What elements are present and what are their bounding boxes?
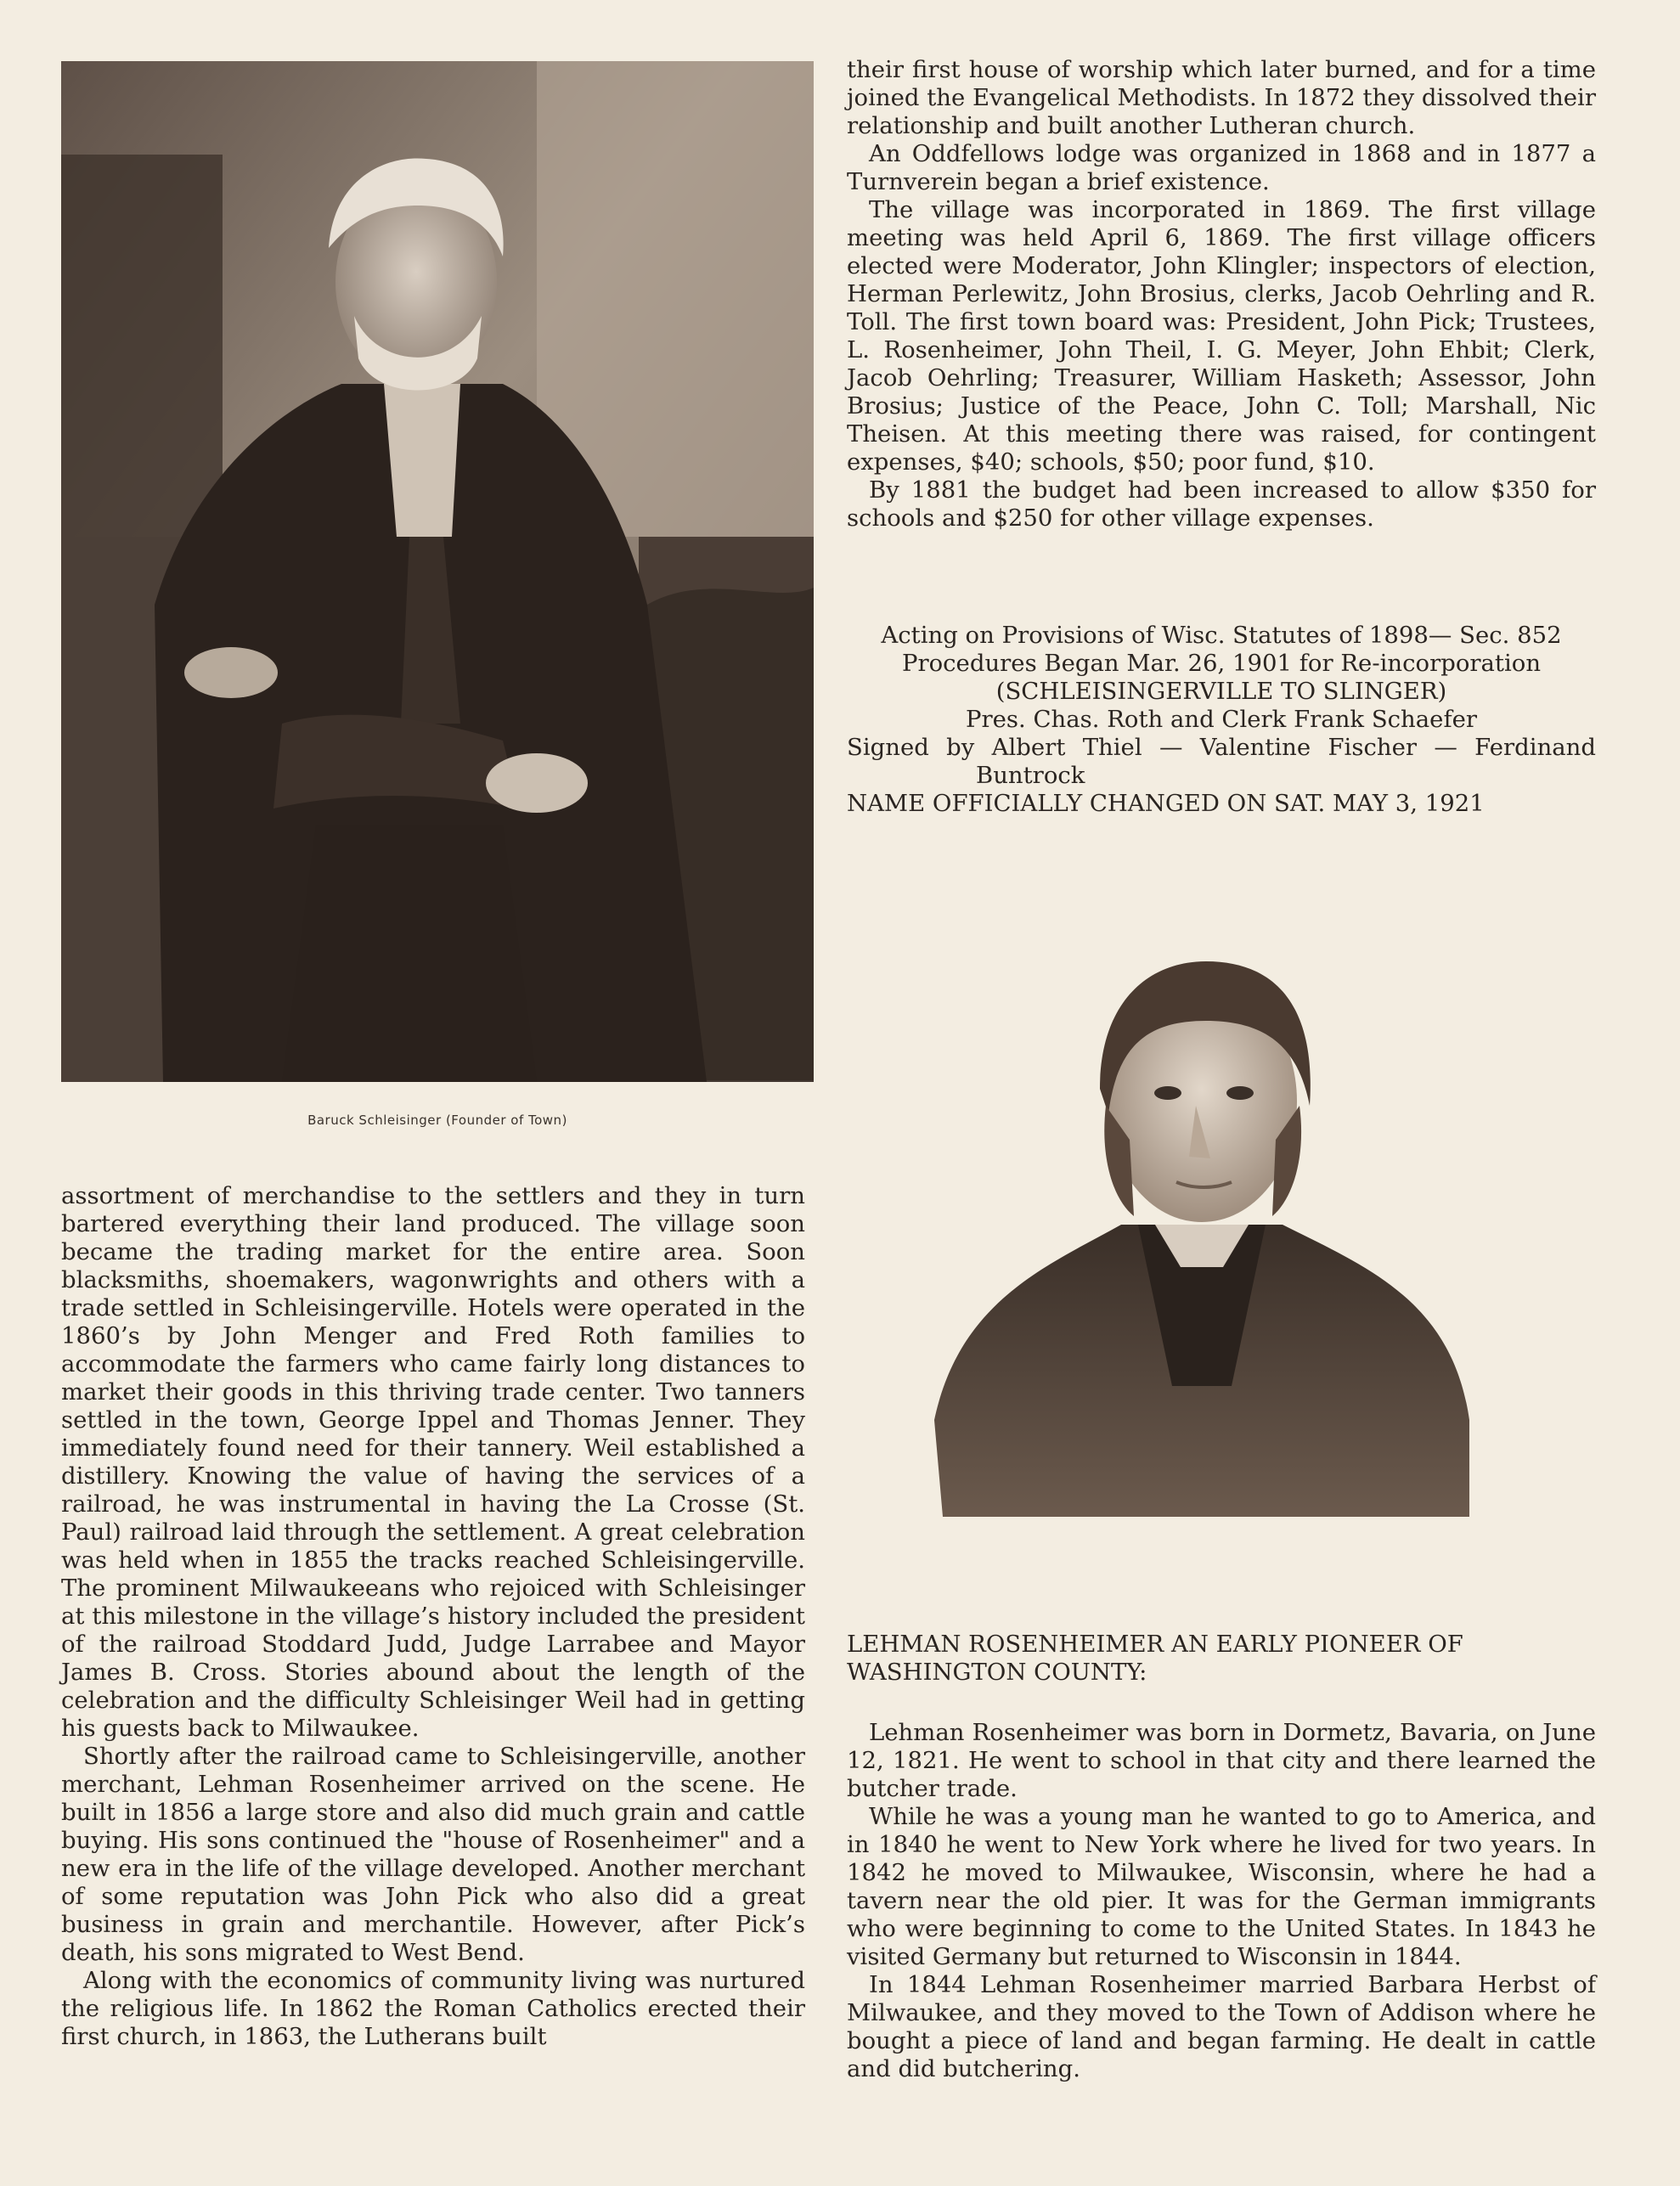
paragraph: The village was incorporated in 1869. The first village meeting was held April 6, 1869. The first village officers elected were Moderator, John Klingler; inspectors of election, Herman Perlewitz, John Brosius, clerks, Jacob Oehrling and R. Toll. The first town board was: President, John Pick; Trustees, L. Rosenheimer, John Theil, I. G. Meyer, John Ehbit; Clerk, Jacob Oehrling; Treasurer, William Hasketh; Assessor, John Brosius; Justice of the Peace, John C. Toll; Marshall, Nic Theisen. At this meeting there was raised, for contingent expenses, $40; schools, $50; poor fund, $10. — [847, 196, 1596, 476]
paragraph: In 1844 Lehman Rosenheimer married Barbara Herbst of Milwaukee, and they moved to the Town of Addison where he bought a piece of land and began farming. He dealt in cattle and did butchering. — [847, 1971, 1596, 2082]
notice-line: Buntrock — [976, 762, 1085, 789]
notice-line: Acting on Provisions of Wisc. Statutes of 1898— Sec. 852 — [881, 622, 1562, 649]
paragraph: An Oddfellows lodge was organized in 1868 and in 1877 a Turnverein began a brief existence. — [847, 140, 1596, 195]
reincorporation-notice — [847, 622, 1596, 818]
paragraph: assortment of merchandise to the settlers and they in turn bartered everything their land produced. The village soon became the trading market for the entire area. Soon blacksmiths, shoemakers, wagonwrights and others with a trade settled in Schleisingerville. Hotels were operated in the 1860’s by John Menger and Fred Roth families to accommodate the farmers who came fairly long distances to market their goods in this thriving trade center. Two tanners settled in the town, George Ippel and Thomas Jenner. They immediately found need for their tannery. Weil established a distillery. Knowing the value of having the services of a railroad, he was instrumental in having the La Crosse (St. Paul) railroad laid through the settlement. A great celebration was held when in 1855 the tracks reached Schleisingerville. The prominent Milwaukeeans who rejoiced with Schleisinger at this milestone in the village’s history included the president of the railroad Stoddard Judd, Judge Larrabee and Mayor James B. Cross. Stories abound about the length of the celebration and the difficulty Schleisinger Weil had in getting his guests back to Milwaukee. — [61, 1182, 805, 1742]
paragraph: Shortly after the railroad came to Schleisingerville, another merchant, Lehman Rosenheimer arrived on the scene. He built in 1856 a large store and also did much grain and cattle buying. His sons continued the "house of Rosenheimer" and a new era in the life of the village developed. Another merchant of some reputation was John Pick who also did a great business in grain and merchantile. However, after Pick’s death, his sons migrated to West Bend. — [61, 1743, 805, 1966]
notice-line: Pres. Chas. Roth and Clerk Frank Schaefer — [965, 706, 1478, 733]
right-column-bottom-text — [847, 1719, 1596, 2083]
section-heading: LEHMAN ROSENHEIMER AN EARLY PIONEER OF WASHINGTON COUNTY: — [847, 1631, 1463, 1686]
paragraph: While he was a young man he wanted to go to America, and in 1840 he went to New York where he lived for two years. In 1842 he moved to Milwaukee, Wisconsin, where he had a tavern near the old pier. It was for the German immigrants who were beginning to come to the United States. In 1843 he visited Germany but returned to Wisconsin in 1844. — [847, 1803, 1596, 1970]
notice-line: Signed by Albert Thiel — Valentine Fischer — Ferdinand — [847, 734, 1596, 761]
paragraph: Lehman Rosenheimer was born in Dormetz, Bavaria, on June 12, 1821. He went to school in that city and there learned the butcher trade. — [847, 1719, 1596, 1802]
notice-line: Procedures Began Mar. 26, 1901 for Re-incorporation — [901, 650, 1542, 677]
paragraph: their first house of worship which later burned, and for a time joined the Evangelical Methodists. In 1872 they dissolved their relationship and built another Lutheran church. — [847, 56, 1596, 139]
left-column-text — [61, 1182, 805, 2051]
notice-line: (SCHLEISINGERVILLE TO SLINGER) — [995, 678, 1447, 705]
paragraph: Along with the economics of community living was nurtured the religious life. In 1862 the Roman Catholics erected their first church, in 1863, the Lutherans built — [61, 1967, 805, 2050]
photo-caption: Baruck Schleisinger (Founder of Town) — [307, 1113, 567, 1128]
paragraph: By 1881 the budget had been increased to allow $350 for schools and $250 for other village expenses. — [847, 476, 1596, 532]
founder-portrait-photo — [61, 61, 814, 1082]
founder-portrait-illustration — [61, 61, 814, 1082]
notice-line: NAME OFFICIALLY CHANGED ON SAT. MAY 3, 1921 — [847, 790, 1485, 817]
rosenheimer-portrait — [926, 944, 1471, 1517]
rosenheimer-portrait-illustration — [926, 944, 1471, 1517]
right-column-top-text — [847, 56, 1596, 532]
